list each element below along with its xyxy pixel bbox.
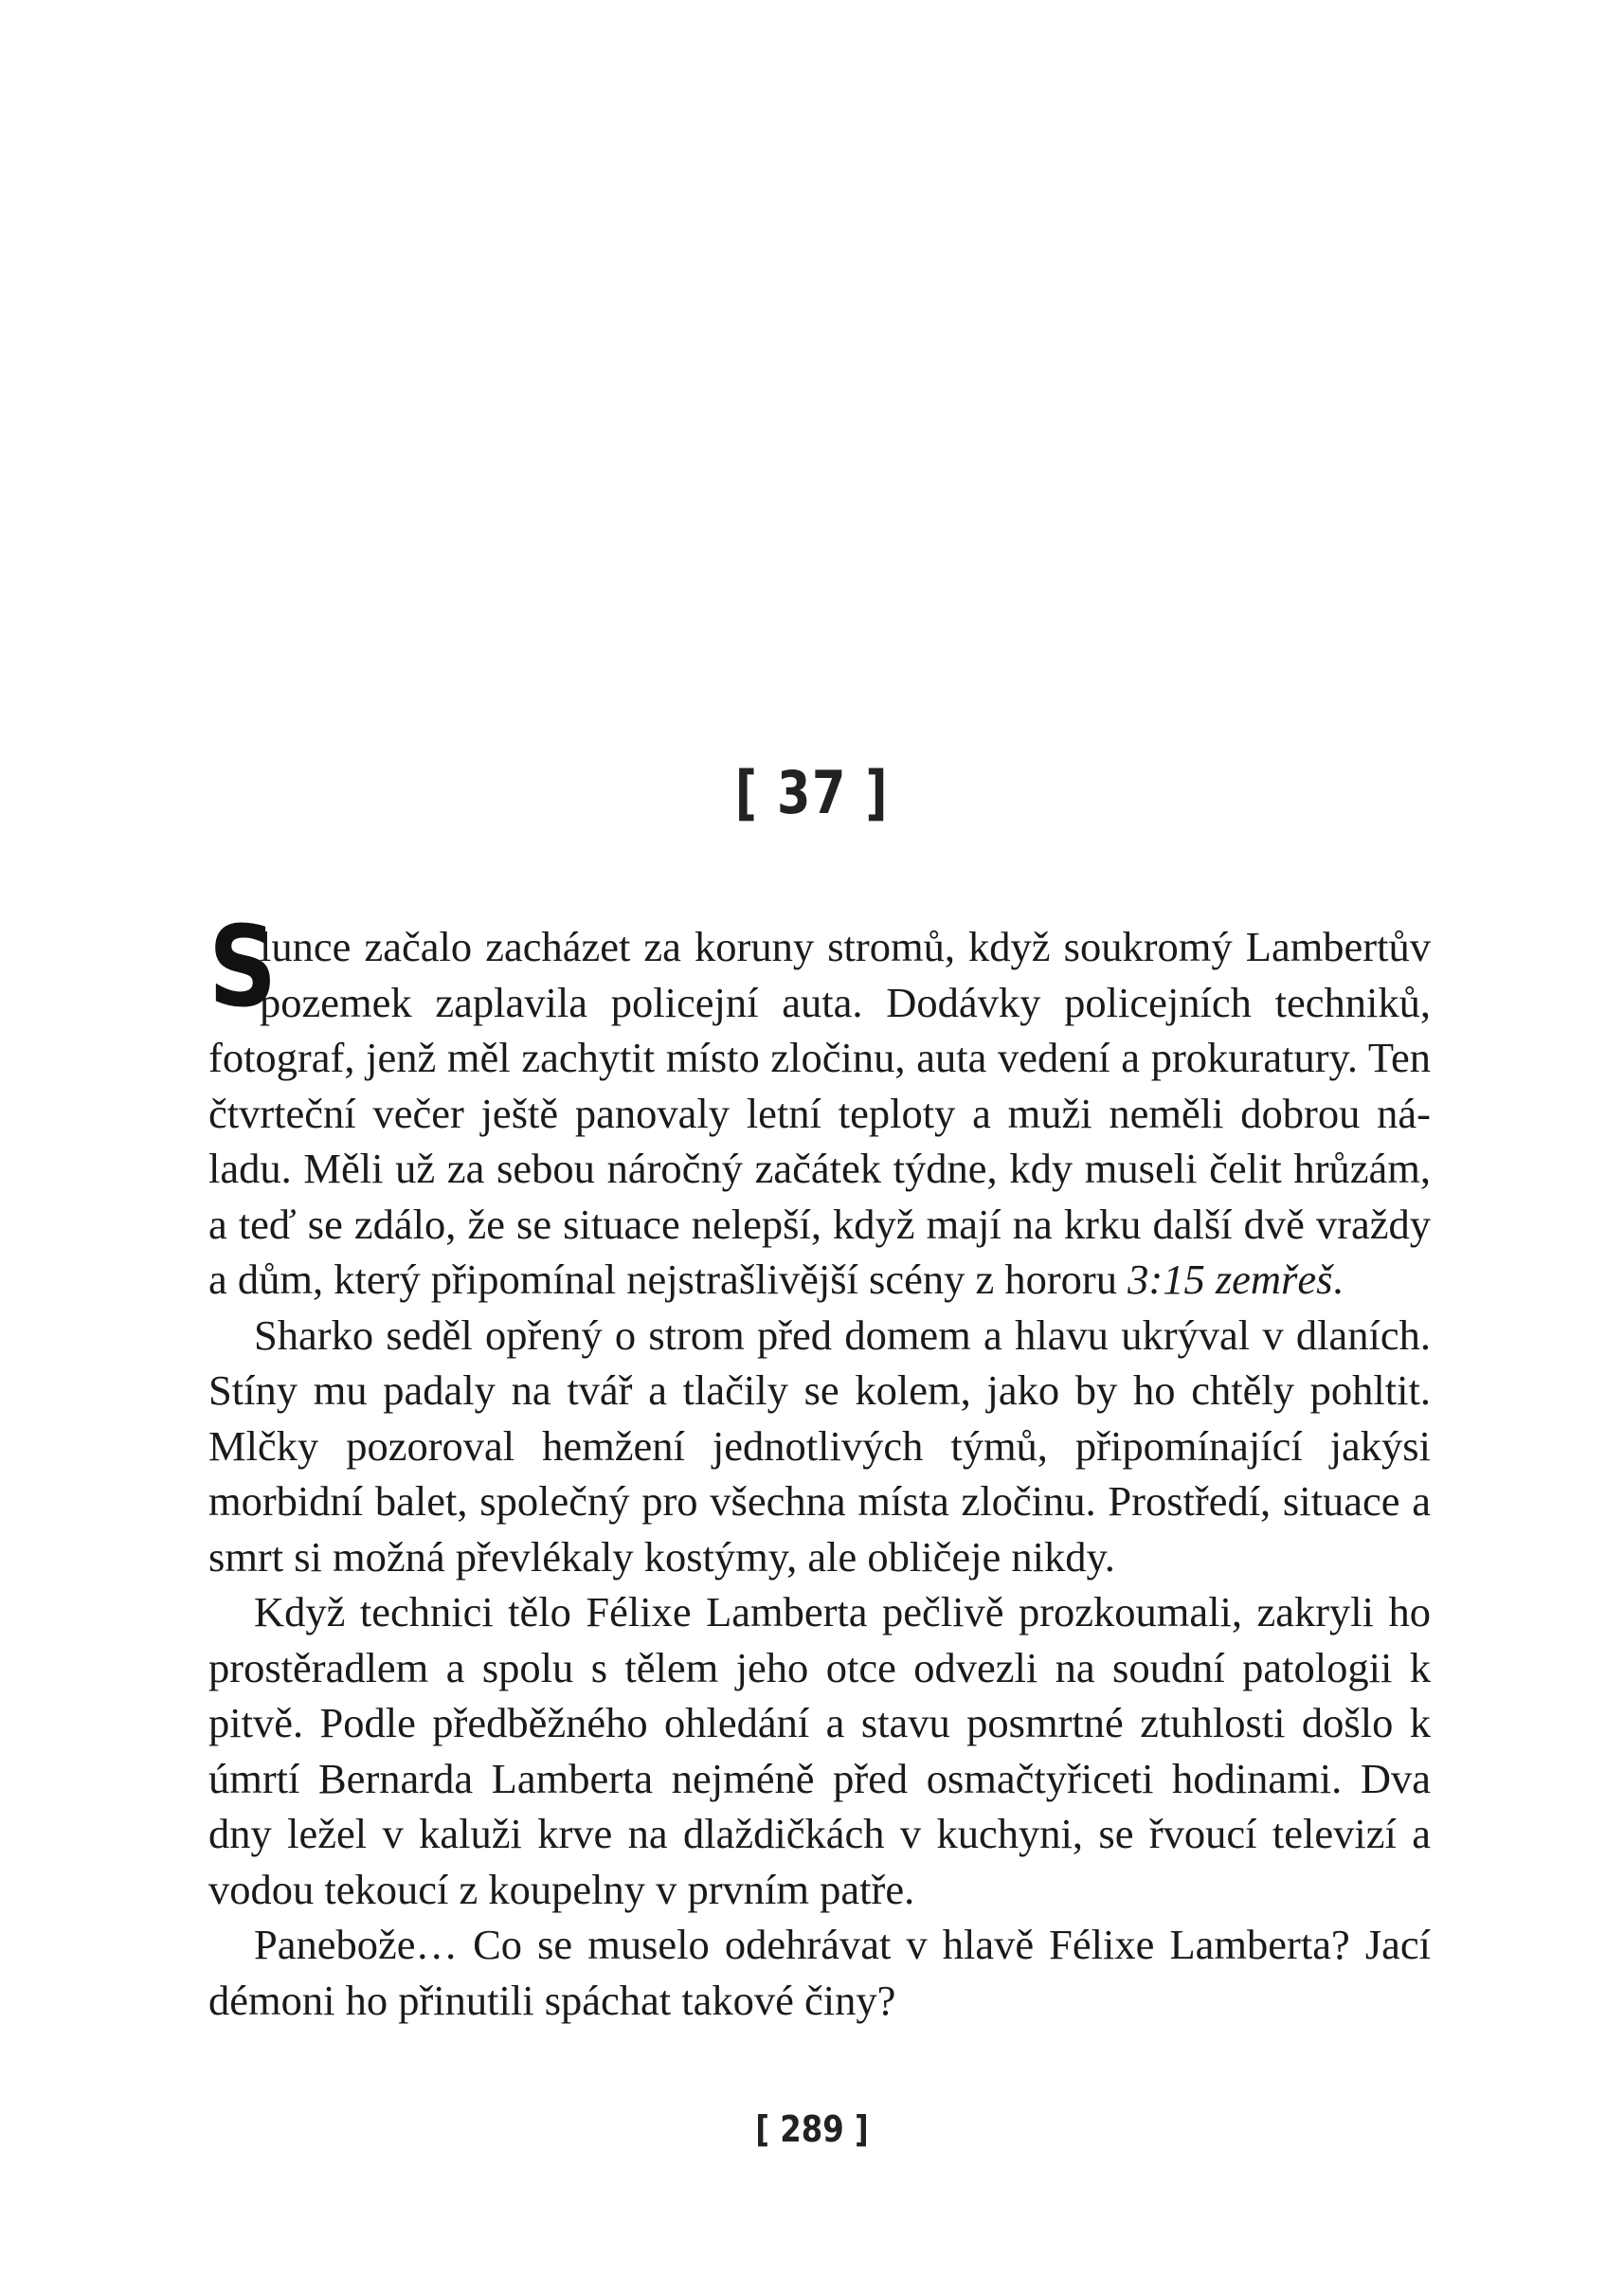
chapter-heading: [ 37 ] xyxy=(734,758,890,827)
page-number: [ 289 ] xyxy=(755,2108,869,2150)
paragraph-1 xyxy=(208,901,1431,1308)
paragraph-2: Sharko seděl opřený o strom před domem a hlavu ukrýval v dlaních. Stíny mu padaly na tvář a tlačily se kolem, jako by ho chtěly pohltit. Mlčky pozoroval hemžení jednotlivých týmů, připomínající jakýsi morbidní balet, společný pro všechna místa zločinu. Prostředí, situace a smrt si možná převlékaly kostýmy, ale obličeje nikdy. xyxy=(208,1310,1431,1581)
paragraph-1-end: . xyxy=(1332,1256,1344,1303)
paragraph-3: Když technici tělo Félixe Lamberta pečlivě prozkoumali, zakryli ho prostěradlem a spolu s tělem jeho otce odvezli na soudní patologii k pitvě. Podle předběžného ohledání a stavu posmrtné ztuhlosti došlo k úmrtí Bernarda Lamberta nejméně před osmačtyřiceti hodinami. Dva dny ležel v kaluži krve na dlaždičkách v kuchyni, se řvoucí televizí a vodou tekoucí z koupelny v prvním patře. xyxy=(208,1588,1431,1913)
paragraph-1-text: lunce začalo zacházet za koruny stromů, když soukromý Lambertův pozemek zaplavila policejní auta. Dodávky policejních techniků, fotograf, jenž měl zachytit místo zločinu, auta vedení a prokuratury. Ten čtvrteční večer ještě panovaly letní teploty a muži neměli dobrou náladu. Měli už za sebou náročný začátek týdne, kdy museli čelit hrůzám, a teď se zdálo, že se situace nelepší, když mají na krku další dvě vraždy a dům, který připomínal nejstrašlivější scény z hororu xyxy=(208,923,1431,1303)
body-text xyxy=(208,901,1431,2028)
paragraph-4: Panebože… Co se muselo odehrávat v hlavě Félixe Lamberta? Jací démoni ho přinutili spáchat takové činy? xyxy=(208,1921,1431,2024)
book-title-italic: 3:15 zemřeš xyxy=(1128,1256,1333,1303)
drop-cap: S xyxy=(208,901,278,1032)
